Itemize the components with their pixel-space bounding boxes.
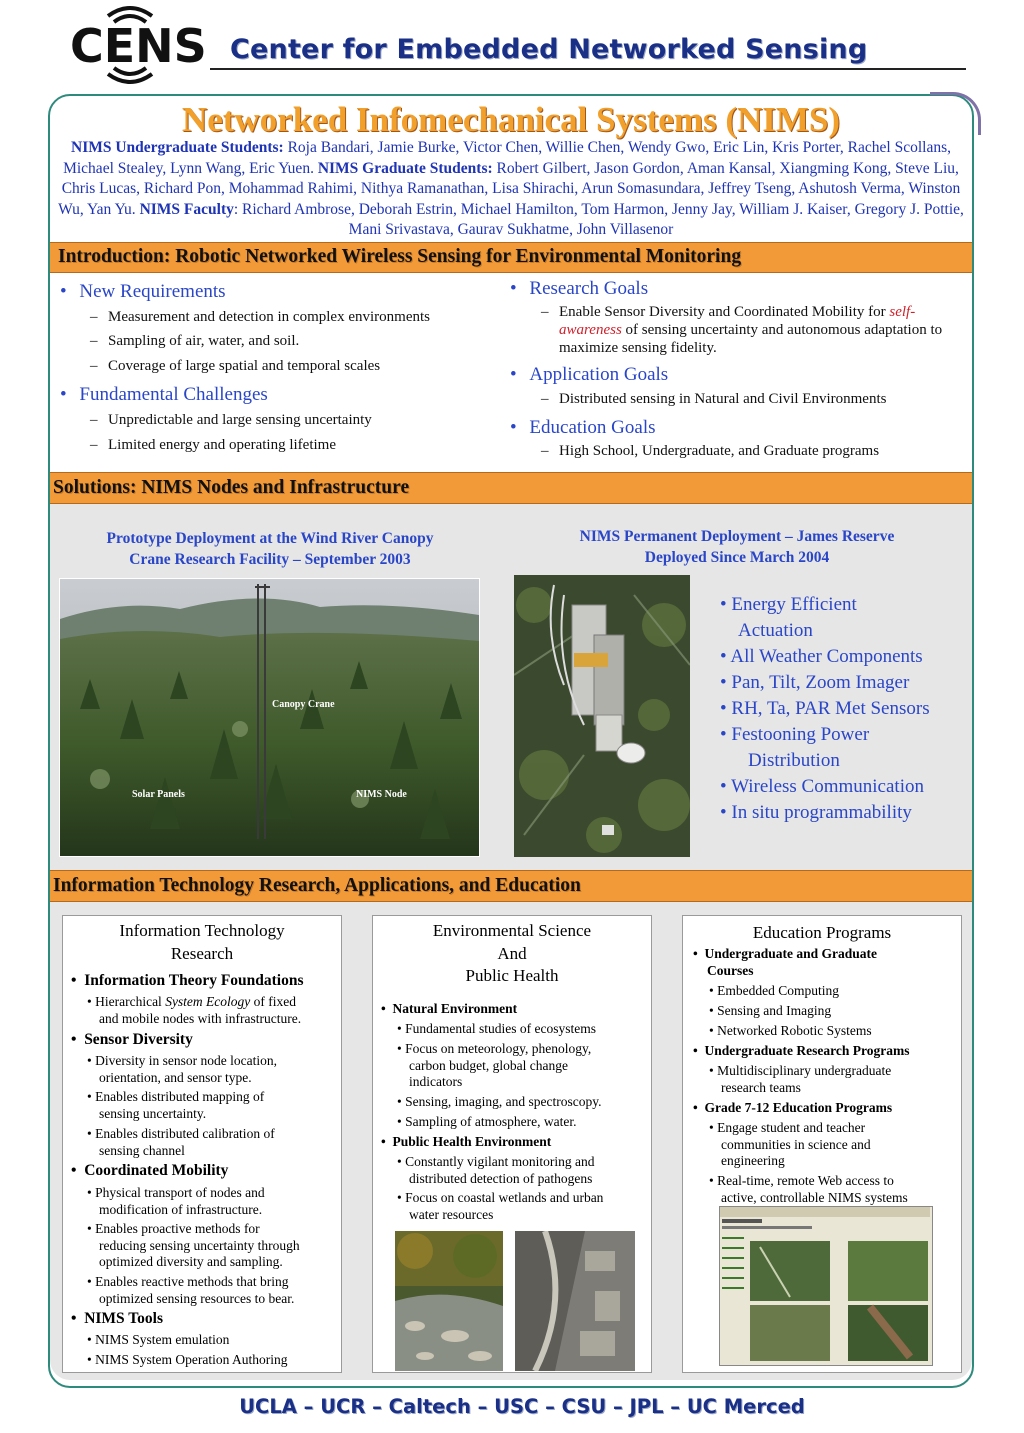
- list-item: [693, 946, 877, 979]
- list-item-text: Sampling of air, water, and soil.: [108, 333, 300, 349]
- list-item-text: Sensing, imaging, and spectroscopy.: [405, 1094, 602, 1109]
- bullet-new-requirements: [60, 281, 226, 303]
- list-item: [397, 1021, 596, 1038]
- list-item-text: Distributed sensing in Natural and Civil Environments: [559, 391, 887, 407]
- left-caption-line-1: Prototype Deployment at the Wind River Canopy: [106, 530, 434, 547]
- bullet-dot: •: [397, 1021, 402, 1036]
- bullet-dot: •: [87, 1053, 92, 1068]
- research-text-post: of sensing uncertainty and autonomous adaptation to maximize sensing fidelity.: [559, 322, 943, 356]
- list-item-text: Unpredictable and large sensing uncertainty: [108, 412, 372, 428]
- dash: –: [541, 391, 549, 407]
- list-item-text: Fundamental studies of ecosystems: [405, 1021, 596, 1036]
- list-item: [709, 1063, 891, 1096]
- svg-text:CENS: CENS: [70, 19, 207, 73]
- footer-institutions: UCLA – UCR – Caltech – USC – CSU – JPL – UC Merced: [239, 1395, 805, 1418]
- grad-names: Robert Gilbert, Jason Gordon, Aman Kansal, Xiangming Kong, Steve Liu, Chris Lucas, Richard Pon, Mohammad Rahimi, Nithya Ramanathan, Lisa Shirachi, Arun Somasundara, Jeffrey Tseng, Ashutosh Verma, Winston Wu, Yan Yu.: [58, 159, 961, 218]
- list-item: [541, 391, 886, 408]
- bullet-dot: •: [720, 594, 727, 615]
- list-item: [709, 1173, 908, 1206]
- list-item: [90, 358, 380, 375]
- bullet-dot: •: [720, 698, 727, 719]
- list-item-text: Limited energy and operating lifetime: [108, 437, 336, 453]
- list-item-text: High School, Undergraduate, and Graduate programs: [559, 443, 880, 459]
- education-column: [682, 915, 962, 1373]
- undergrad-label: NIMS Undergraduate Students:: [71, 139, 284, 156]
- stream-photo: [395, 1231, 503, 1371]
- list-item-emphasis: System Ecology: [165, 994, 251, 1009]
- list-item: [90, 412, 372, 429]
- list-item-text: of fixed: [250, 994, 297, 1009]
- photo-label-node: NIMS Node: [356, 789, 407, 800]
- poster-title: Networked Infomechanical Systems (NIMS): [181, 100, 841, 139]
- column-title: [373, 920, 651, 988]
- list-item-text: carbon budget, global change: [409, 1057, 568, 1073]
- list-item-text: communities in science and: [721, 1136, 871, 1152]
- list-item: [541, 443, 879, 460]
- cens-logo: [70, 2, 210, 88]
- list-item: [71, 972, 304, 990]
- web-interface-screenshot: [719, 1206, 933, 1366]
- feature-text: Festooning Power: [731, 724, 870, 745]
- list-item: [693, 1043, 909, 1059]
- list-item: [541, 303, 961, 357]
- bullet-fundamental-challenges: [60, 384, 268, 406]
- list-item-text: Measurement and detection in complex environments: [108, 309, 430, 325]
- bullet-dot: •: [87, 1332, 92, 1347]
- intro-heading: Introduction: Robotic Networked Wireless Sensing for Environmental Monitoring: [58, 246, 742, 267]
- bullet-dot: •: [87, 1352, 92, 1367]
- list-item-text: water resources: [409, 1206, 494, 1222]
- list-item-text: Coverage of large spatial and temporal scales: [108, 358, 381, 374]
- bullet-dot: •: [87, 994, 92, 1009]
- dash: –: [541, 443, 549, 459]
- bullet-dot: •: [709, 1173, 714, 1188]
- list-item-text: Information Theory Foundations: [84, 972, 304, 989]
- list-item: [71, 1310, 163, 1328]
- bullet-dot: •: [87, 1089, 92, 1104]
- list-item-text: NIMS System Operation Authoring: [95, 1352, 288, 1367]
- photo-label-solar: Solar Panels: [132, 789, 185, 800]
- list-item: [397, 1041, 591, 1091]
- column-title: Education Programs: [752, 923, 892, 942]
- challenges-label: Fundamental Challenges: [79, 384, 268, 405]
- list-item-text: Enables proactive methods for: [95, 1221, 260, 1236]
- list-item-text: and mobile nodes with infrastructure.: [99, 1010, 302, 1026]
- list-item-text: orientation, and sensor type.: [99, 1069, 252, 1085]
- list-item: [71, 1031, 193, 1049]
- column-title-line: Research: [170, 943, 234, 963]
- bullet-dot: •: [71, 1162, 77, 1179]
- bullet-dot: •: [510, 417, 517, 438]
- list-item-text: Engage student and teacher: [717, 1120, 866, 1135]
- list-item-text: research teams: [721, 1079, 801, 1095]
- list-item-text: Enables distributed calibration of: [95, 1126, 275, 1141]
- bullet-dot: •: [381, 1001, 386, 1016]
- list-item: [720, 670, 970, 696]
- bullet-dot: •: [71, 972, 77, 989]
- feature-text: Energy Efficient: [731, 594, 857, 615]
- list-item-text: Undergraduate Research Programs: [704, 1043, 910, 1058]
- left-caption-line-2: Crane Research Facility – September 2003: [129, 551, 411, 568]
- list-item: [397, 1190, 603, 1223]
- column-title-line: Environmental Science: [432, 921, 592, 940]
- bullet-dot: •: [693, 1043, 698, 1058]
- left-photo-caption: [60, 528, 480, 570]
- itre-heading-band: [50, 870, 972, 902]
- bullet-dot: •: [510, 278, 517, 299]
- list-item-text: NIMS System emulation: [95, 1332, 230, 1347]
- list-item-text: optimized sensing resources to bear.: [99, 1290, 295, 1306]
- list-item-text: engineering: [721, 1153, 785, 1168]
- list-item: [709, 1120, 871, 1170]
- list-item-text: sensing uncertainty.: [99, 1105, 207, 1121]
- list-item-text: Coordinated Mobility: [84, 1162, 229, 1179]
- dash: –: [90, 412, 98, 428]
- grad-label: NIMS Graduate Students:: [317, 159, 493, 177]
- bullet-dot: •: [87, 1126, 92, 1141]
- bullet-dot: •: [60, 384, 67, 405]
- list-item-text: Constantly vigilant monitoring and: [405, 1154, 595, 1169]
- list-item: [87, 1185, 265, 1218]
- right-caption-line-1: NIMS Permanent Deployment – James Reserve: [579, 528, 895, 545]
- list-item-text: Real-time, remote Web access to: [717, 1173, 894, 1188]
- feature-text: Pan, Tilt, Zoom Imager: [731, 672, 910, 693]
- bullet-dot: •: [720, 646, 727, 667]
- dash: –: [90, 333, 98, 349]
- bullet-dot: •: [87, 1185, 92, 1200]
- list-item: [87, 994, 301, 1027]
- list-item: [397, 1154, 594, 1187]
- faculty-names: : Richard Ambrose, Deborah Estrin, Michael Hamilton, Tom Harmon, Jenny Jay, William J. Kaiser, Gregory J. Pottie, Mani Srivastava, Gaurav Sukhatme, John Villasenor: [233, 200, 964, 238]
- list-item: [381, 1134, 551, 1150]
- list-item-text: Diversity in sensor node location,: [95, 1053, 277, 1068]
- list-item-text: Sensing and Imaging: [717, 1003, 832, 1018]
- bullet-dot: •: [87, 1221, 92, 1236]
- list-item: [87, 1089, 264, 1122]
- list-item-text: Embedded Computing: [717, 983, 839, 998]
- list-item: [87, 1053, 277, 1086]
- research-goals-label: Research Goals: [529, 278, 649, 299]
- list-item-text: Networked Robotic Systems: [717, 1023, 872, 1038]
- bullet-dot: •: [71, 1310, 77, 1327]
- bullet-dot: •: [87, 1274, 92, 1289]
- bullet-dot: •: [60, 281, 67, 302]
- dash: –: [541, 304, 549, 320]
- bullet-dot: •: [381, 1134, 386, 1149]
- list-item-text: active, controllable NIMS systems: [721, 1189, 908, 1205]
- bullet-dot: •: [709, 1063, 714, 1078]
- list-item: [90, 437, 336, 454]
- list-item: [720, 644, 970, 670]
- env-science-column: [372, 915, 652, 1373]
- list-item: [90, 309, 430, 326]
- right-caption-line-2: Deployed Since March 2004: [644, 549, 830, 566]
- list-item: [709, 1003, 831, 1020]
- bullet-dot: •: [720, 776, 727, 797]
- list-item-text: Enables distributed mapping of: [95, 1089, 265, 1104]
- canopy-crane-photo: [59, 578, 480, 857]
- list-item-text: Undergraduate and Graduate: [704, 946, 877, 961]
- bullet-research-goals: [510, 278, 648, 300]
- author-list: [56, 138, 966, 241]
- list-item-text: distributed detection of pathogens: [409, 1170, 593, 1186]
- column-title: [63, 920, 341, 965]
- list-item: [87, 1332, 229, 1349]
- node-feature-list: [720, 592, 970, 826]
- aerial-coast-photo: [515, 1231, 635, 1371]
- bullet-dot: •: [71, 1031, 77, 1048]
- list-item-text: Courses: [707, 962, 754, 978]
- bullet-dot: •: [397, 1154, 402, 1169]
- list-item-text: reducing sensing uncertainty through: [99, 1237, 300, 1253]
- list-item: [71, 1162, 228, 1180]
- bullet-dot: •: [709, 1023, 714, 1038]
- education-goals-label: Education Goals: [529, 417, 656, 438]
- list-item-text: Enables reactive methods that bring: [95, 1274, 289, 1289]
- intro-heading-band: [50, 242, 972, 273]
- list-item: [693, 1100, 892, 1116]
- list-item: [87, 1274, 294, 1307]
- bullet-dot: •: [397, 1041, 402, 1056]
- list-item-continued: Distribution: [748, 750, 840, 771]
- bullet-dot: •: [510, 364, 517, 385]
- column-title-line: Information Technology: [119, 921, 285, 940]
- application-goals-label: Application Goals: [529, 364, 669, 385]
- feature-text: All Weather Components: [730, 646, 923, 667]
- research-text-pre: Enable Sensor Diversity and Coordinated Mobility for: [559, 304, 890, 320]
- list-item: [720, 592, 970, 618]
- list-item: [709, 1023, 872, 1040]
- bullet-dot: •: [397, 1114, 402, 1129]
- photo-label-crane: Canopy Crane: [272, 699, 335, 710]
- itre-heading: Information Technology Research, Applications, and Education: [53, 875, 581, 896]
- list-item-text: modification of infrastructure.: [99, 1201, 263, 1217]
- list-item-text: Public Health Environment: [392, 1134, 552, 1149]
- undergrad-names: Roja Bandari, Jamie Burke, Victor Chen, Willie Chen, Wendy Gwo, Eric Lin, Kris Porter, Rachel Scollans, Michael Stealey, Lynn Wang, Eric Yuen.: [63, 139, 951, 177]
- column-title-line: And: [497, 943, 527, 963]
- header-divider: [210, 68, 966, 70]
- bullet-dot: •: [693, 946, 698, 961]
- list-item-text: Focus on meteorology, phenology,: [405, 1041, 592, 1056]
- bullet-application-goals: [510, 364, 668, 386]
- new-requirements-label: New Requirements: [79, 281, 226, 302]
- bullet-dot: •: [709, 1120, 714, 1135]
- list-item-text: sensing channel: [99, 1142, 185, 1158]
- list-item: [87, 1352, 287, 1369]
- list-item-continued: Actuation: [738, 620, 813, 641]
- list-item: [720, 800, 970, 826]
- list-item: [90, 333, 299, 350]
- column-title-line: Public Health: [465, 966, 559, 985]
- list-item: [381, 1001, 517, 1017]
- right-photo-caption: [540, 526, 934, 568]
- it-research-column: [62, 915, 342, 1373]
- list-item-text: Physical transport of nodes and: [95, 1185, 265, 1200]
- list-item: [87, 1221, 300, 1271]
- bullet-dot: •: [397, 1094, 402, 1109]
- solutions-heading: Solutions: NIMS Nodes and Infrastructure: [53, 477, 410, 498]
- list-item-text: Sampling of atmosphere, water.: [405, 1114, 577, 1129]
- list-item-text: Sensor Diversity: [84, 1031, 193, 1048]
- list-item-text: NIMS Tools: [84, 1310, 164, 1327]
- feature-text: RH, Ta, PAR Met Sensors: [731, 698, 930, 719]
- list-item-text: Multidisciplinary undergraduate: [717, 1063, 892, 1078]
- list-item: [709, 983, 839, 1000]
- bullet-dot: •: [397, 1190, 402, 1205]
- bullet-education-goals: [510, 417, 656, 439]
- list-item-text: optimized diversity and sampling.: [99, 1254, 283, 1269]
- solutions-heading-band: [50, 472, 972, 504]
- dash: –: [90, 358, 98, 374]
- bullet-dot: •: [720, 802, 727, 823]
- dash: –: [90, 437, 98, 453]
- list-item-text: Natural Environment: [392, 1001, 518, 1016]
- list-item-text: Hierarchical: [95, 994, 166, 1009]
- bullet-dot: •: [709, 983, 714, 998]
- header-title: Center for Embedded Networked Sensing: [230, 34, 868, 65]
- list-item: [720, 722, 970, 748]
- research-text-emphasis: self-awareness: [559, 304, 916, 338]
- bullet-dot: •: [709, 1003, 714, 1018]
- list-item: [397, 1094, 601, 1111]
- list-item-text: indicators: [409, 1074, 463, 1089]
- feature-text: In situ programmability: [731, 802, 912, 823]
- faculty-label: NIMS Faculty: [139, 200, 234, 218]
- bullet-dot: •: [720, 724, 727, 745]
- bullet-dot: •: [693, 1100, 698, 1115]
- list-item: [720, 774, 970, 800]
- bullet-dot: •: [720, 672, 727, 693]
- list-item-text: Grade 7-12 Education Programs: [704, 1100, 893, 1115]
- list-item: [87, 1126, 275, 1159]
- list-item-text: Focus on coastal wetlands and urban: [405, 1190, 604, 1205]
- nims-node-photo: [514, 575, 690, 857]
- list-item: [397, 1114, 576, 1131]
- feature-text: Wireless Communication: [731, 776, 924, 797]
- list-item: [720, 696, 970, 722]
- dash: –: [90, 309, 98, 325]
